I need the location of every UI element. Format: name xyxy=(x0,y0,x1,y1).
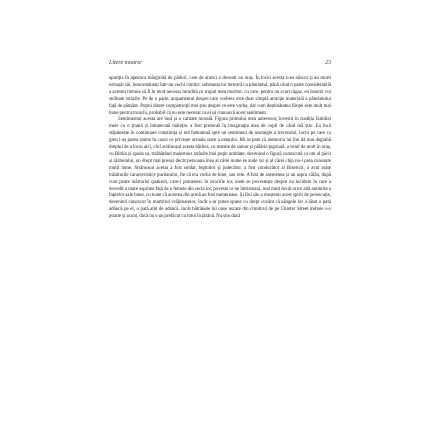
running-title: Litere moarte xyxy=(109,60,142,66)
page-number: 23 xyxy=(325,60,331,66)
paragraph: Sentimentul acesta are însă și o calitate morală. Figura primului meu antecesor, învestit în tradiția familiei mele cu o ținută și întunecată măreție, a fost prezentă în imaginația mea de copil de când mă știu. Ea încă stăpânește în continuare conștiința și mă îndeamnă spre un sentiment de nostalgie a trecutului, lucru pe care ca greu l-aș putea spune în cazul ce privește actuala stare a orașului. Mi se pare că memoria lui îmi dă mai degrabă dreptul de a locui aici, căci strămoșul acesta bărbos, cu mantie de samur și pălărie țuguiată, a venit de mult în oraș, cu Biblia și spada sa, străbătând maiestuos străzile mai puțin umblate, devenind o figură cunoscută ca om al păcii și războiului, un drept mai presus decât persoana mea al cărei nume se aude rar și al cărei chip nu-l prea cunoaște mulți lume. Strămoșul acesta a fost soldat, legiuitor și judecător, a fost conducător al Bisericii, a avut toate trăsăturile caracteristice puritanilor, fie că era vorba de bine, sau rele. A fost de asemenea și un aspru călău, după cum poate mărturisi quakerii, care-l pomenesc în istoriile lor, unde se povestește despre un incident în care a dovedit o mare asprime față de o femeie din secta lor, poveste ce ne întristează, mai mult decât orice altă amintire a faptelor sale bune, cu toate că acestea din urmă au fost numeroase. Și fiul său a moștenit acest spirit de persecuție, devenind cunoscut în martiriul vrăjitoarelor, încât s-ar putea spune cu drept cuvânt că sângele lor a lăsat o pată adâncă pe el, o pată atât de adâncă, încât bătrânele lui oase uscate din cimitirul de pe Charter Street trebuie s-o poarte și acum, dacă nu s-au prefăcut cu totul în țărână. Nu știu dacă xyxy=(109,117,331,220)
body-text xyxy=(109,76,331,221)
paragraph: apariția în apeanca mărginită de păduri, care de atunci a devenit un oraș. În locul acesta s-au născut și au murit urmașii săi, înmormântați într-un vechi cimitir; substanța lor terestră cu pământul, până când o parte considerabilă a acestui trebuie să fi în mod necesar înrudită cu trupul meu muritor, cu care, pentru un scurt răgaz, eu însumi voi străbate străzile. Pe de o parte, ataşamentul despre care vorbesc este doar simplă atracție materială a pământului față de pământ. Puțini dintre compatrioții mei știu despre ce este vorba, dar cum deplinătatea ființei este mult mai bune pentru trunchi, probabil că nu este necesar ca ei să cunoască acest sentiment. xyxy=(109,76,331,116)
running-header xyxy=(109,60,331,72)
